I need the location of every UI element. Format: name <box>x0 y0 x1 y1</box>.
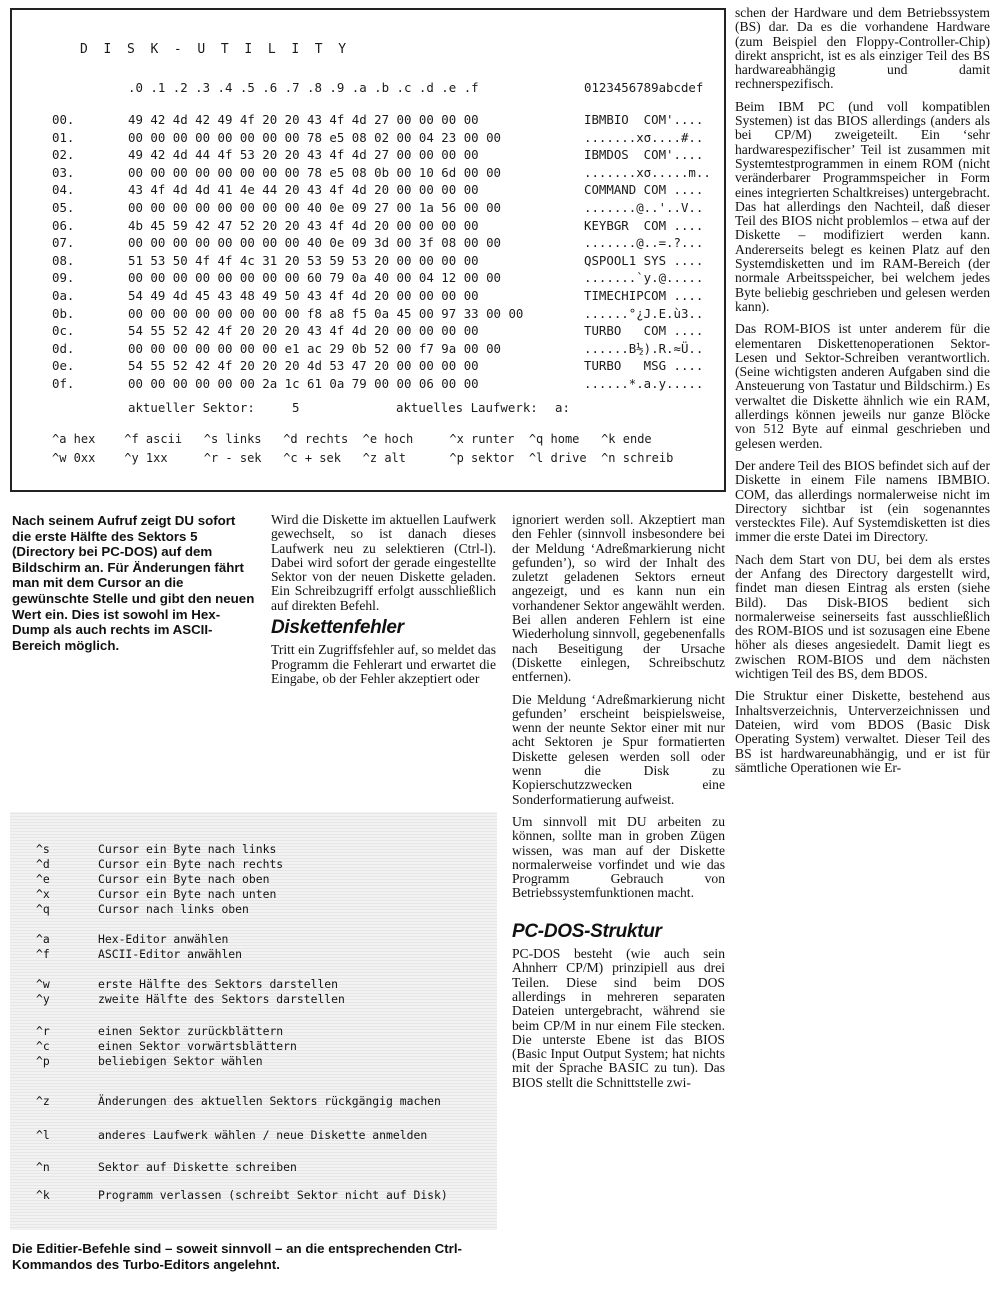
figure-caption-commands: Die Editier-Befehle sind – soweit sinnvoll – an die entsprechenden Ctrl-Kommandos des Turbo-Editors angelehnt. <box>12 1241 462 1272</box>
command-description: Cursor nach links oben <box>98 902 249 916</box>
dump-row-hex: 00 00 00 00 00 00 00 00 f8 a8 f5 0a 45 00 97 33 00 00 <box>128 305 524 321</box>
dump-row-addr: 08. <box>52 252 75 268</box>
hex-column-header: .0 .1 .2 .3 .4 .5 .6 .7 .8 .9 .a .b .c .d .e .f <box>128 80 479 95</box>
dump-row-ascii: .......@..=.?... <box>584 235 704 251</box>
dump-row-addr: 0d. <box>52 340 75 356</box>
dump-row-addr: 0a. <box>52 288 75 303</box>
paragraph: Das ROM-BIOS ist unter anderem für die elementaren Diskettenoperationen Sektor-Lesen und Sektor-Schreiben verantwortlich. (Seine wichtigsten anderen Aufgaben sind die Ansteuerung von Tastatur und Bildschirm.) Es verwaltet die Diskette ähnlich wie ein RAM, allerdings können jeweils nur ganze Blöcke von 512 Byte auf einmal geschrieben und gelesen werden. <box>735 321 990 451</box>
dump-row-ascii: COMMAND COM .... <box>584 182 704 198</box>
figure-caption-screen: Nach seinem Aufruf zeigt DU sofort die erste Hälfte des Sektors 5 (Directory bei PC-DOS) auf dem Bildschirm an. Für Änderungen fährt man mit dem Cursor an die gewünschte Stelle und gibt den neuen Wert ein. Dies ist sowohl im Hex-Dump als auch rechts im ASCII-Bereich möglich. <box>12 513 255 653</box>
dump-row-addr: 05. <box>52 200 75 215</box>
screen-title: D I S K - U T I L I T Y <box>80 42 347 57</box>
ascii-column-header: 0123456789abcdef <box>584 80 704 95</box>
dump-row-addr: 01. <box>52 129 75 145</box>
dump-row-ascii: ......B½).R.≈Ü.. <box>584 340 704 356</box>
disk-utility-screen <box>10 8 726 492</box>
paragraph: Die Meldung ‘Adreßmarkierung nicht gefunden’ erscheint beispielsweise, wenn der neunte Sektor einer mit nur acht Sektoren je Spur formatierten Diskette gelesen werden soll oder wenn die Disk zu Kopierschutzzwecken eine Sonderformatierung aufweist. <box>512 691 725 807</box>
command-description: einen Sektor zurückblättern <box>98 1024 284 1038</box>
paragraph: Beim IBM PC (und voll kompatiblen Systemen) ist das BIOS allerdings (anders als bei CP/M) zweigeteilt. Ein ‘sehr hardwarespezifischer’ Teil ist zusammen mit Systemtestprogrammen in einem ROM (nicht veränderbarer Programmspeicher in Form eines integrierten Schaltkreises) untergebracht. Das hat allerdings den Nachteil, daß dieser Teil des BIOS nicht problemlos – etwa auf der Diskette – modifiziert werden kann. Andererseits belegt es keinen Platz auf den Systemdisketten und im RAM-Bereich (der normale Arbeitsspeicher, bei welchem jedes Byte beliebig geschrieben und gelesen werden kann). <box>735 98 990 314</box>
paragraph: PC-DOS besteht (wie auch sein Ahnherr CP/M) prinzipiell aus drei Teilen. Diese sind beim DOS allerdings in mehreren separaten Dateien untergebracht, während sie beim CP/M in nur einem File stecken. Die unterste Ebene ist das BIOS (Basic Input Output System; hat nichts mit der Sprache BASIC zu tun). Das BIOS stellt die Schnittstelle zwi- <box>512 946 725 1090</box>
command-key: ^w <box>36 977 50 991</box>
dump-row-ascii: TURBO COM .... <box>584 323 704 339</box>
paragraph: Die Struktur einer Diskette, bestehend aus Inhaltsverzeichnis, Unterverzeichnissen und Dateien, wird vom BDOS (Basic Disk Operating System) verwaltet. Dieser Teil des BS ist hardwareunabhängig, und er ist für sämtliche Operationen wie Er- <box>735 688 990 775</box>
command-key: ^n <box>36 1160 50 1174</box>
dump-row-addr: 04. <box>52 182 75 198</box>
article-column-3 <box>512 513 725 1098</box>
paragraph: ignoriert werden soll. Akzeptiert man den Fehler (sinnvoll insbesondere bei der Meldung ‘Adreßmarkierung nicht gefunden’), so wird der Inhalt des zuletzt geladenen Sektors erneut angezeigt, und es kann nun ein vorhandener Sektor angewählt werden. Bei allen anderen Fehlern ist eine Wiederholung sinnvoll, gegebenenfalls nach Beseitigung der Ursache (Diskette einlegen, Schreibschutz entfernen). <box>512 512 725 685</box>
current-sector-label: aktueller Sektor: <box>128 400 255 415</box>
key-help-line-2: ^w 0xx ^y 1xx ^r - sek ^c + sek ^z alt ^p sektor ^l drive ^n schreib <box>52 451 674 465</box>
dump-row-addr: 06. <box>52 217 75 233</box>
dump-row-ascii: .......xσ.....m.. <box>584 164 711 180</box>
dump-row-hex: 54 55 52 42 4f 20 20 20 43 4f 4d 20 00 00 00 00 <box>128 323 479 339</box>
dump-row-ascii: ......°¿J.E.ù3.. <box>584 305 704 321</box>
dump-row-ascii: TURBO MSG .... <box>584 358 704 374</box>
command-description: beliebigen Sektor wählen <box>98 1054 263 1068</box>
dump-row-ascii: IBMDOS COM'.... <box>584 147 704 163</box>
article-column-2 <box>271 513 496 694</box>
command-description: Programm verlassen (schreibt Sektor nicht auf Disk) <box>98 1188 448 1202</box>
command-key: ^e <box>36 872 50 886</box>
command-description: Sektor auf Diskette schreiben <box>98 1160 297 1174</box>
current-sector-value: 5 <box>292 400 300 415</box>
command-description: einen Sektor vorwärtsblättern <box>98 1039 297 1053</box>
command-description: Cursor ein Byte nach unten <box>98 887 277 901</box>
paragraph: Der andere Teil des BIOS befindet sich auf der Diskette in einem File namens IBMBIO. COM, das allerdings normalerweise nicht im Directory sichtbar ist (ein sogenanntes verstecktes File). Auf Systemdisketten ist dies immer die erste Datei im Directory. <box>735 457 990 545</box>
command-key: ^r <box>36 1024 50 1038</box>
command-description: zweite Hälfte des Sektors darstellen <box>98 992 345 1006</box>
command-key: ^d <box>36 857 50 871</box>
dump-row-hex: 4b 45 59 42 47 52 20 20 43 4f 4d 20 00 00 00 00 <box>128 217 479 233</box>
dump-row-ascii: IBMBIO COM'.... <box>584 112 704 127</box>
command-key: ^x <box>36 887 50 901</box>
command-key: ^s <box>36 842 50 856</box>
command-description: erste Hälfte des Sektors darstellen <box>98 977 339 991</box>
dump-row-hex: 00 00 00 00 00 00 00 00 78 e5 08 02 00 04 23 00 00 <box>128 129 501 145</box>
dump-row-addr: 0e. <box>52 358 75 374</box>
paragraph: Wird die Diskette im aktuellen Laufwerk gewechselt, so ist danach dieses Laufwerk neu zu selektieren (Ctrl-l). Dabei wird sofort der gerade eingestellte Sektor von der neuen Diskette geladen. Ein Schreibzugriff erfolgt ausschließlich auf direkten Befehl. <box>271 512 496 613</box>
current-drive-label: aktuelles Laufwerk: <box>396 400 538 415</box>
dump-row-hex: 54 49 4d 45 43 48 49 50 43 4f 4d 20 00 00 00 00 <box>128 288 479 303</box>
section-heading-pc-dos-struktur: PC-DOS-Struktur <box>512 920 662 942</box>
command-key: ^a <box>36 932 50 946</box>
dump-row-hex: 00 00 00 00 00 00 00 00 40 0e 09 3d 00 3f 08 00 00 <box>128 235 501 251</box>
dump-row-hex: 49 42 4d 42 49 4f 20 20 43 4f 4d 27 00 00 00 00 <box>128 112 479 127</box>
command-description: Cursor ein Byte nach rechts <box>98 857 284 871</box>
command-description: Cursor ein Byte nach links <box>98 842 277 856</box>
dump-row-hex: 00 00 00 00 00 00 00 e1 ac 29 0b 52 00 f7 9a 00 00 <box>128 340 501 356</box>
command-key: ^k <box>36 1188 50 1202</box>
paragraph: Tritt ein Zugriffsfehler auf, so meldet das Programm die Fehlerart und erwartet die Eingabe, ob der Fehler akzeptiert oder <box>271 642 496 686</box>
command-key: ^p <box>36 1054 50 1068</box>
section-heading-diskettenfehler: Diskettenfehler <box>271 617 404 639</box>
dump-row-addr: 03. <box>52 164 75 180</box>
dump-row-ascii: .......`y.@..... <box>584 270 704 286</box>
dump-row-hex: 00 00 00 00 00 00 00 00 78 e5 08 0b 00 10 6d 00 00 <box>128 164 501 180</box>
paragraph: Nach dem Start von DU, bei dem als erstes der Anfang des Directory dargestellt wird, findet man diesen Eintrag als ersten (siehe Bild). Das Disk-BIOS bedient sich normalerweise seinerseits fast ausschließlich des ROM-BIOS und ist sozusagen eine Ebene höher als dieses angesiedelt. Damit liegt es zwischen ROM-BIOS und dem nächsten wichtigen Teil des BS, dem BDOS. <box>735 551 990 682</box>
command-listing <box>10 812 497 1230</box>
dump-row-hex: 00 00 00 00 00 00 00 00 60 79 0a 40 00 04 12 00 00 <box>128 270 501 286</box>
dump-row-hex: 00 00 00 00 00 00 00 00 40 0e 09 27 00 1a 56 00 00 <box>128 200 501 215</box>
dump-row-ascii: .......@..'..V.. <box>584 200 704 215</box>
dump-row-ascii: QSPOOL1 SYS .... <box>584 252 704 268</box>
command-key: ^l <box>36 1128 50 1142</box>
dump-row-ascii: TIMECHIPCOM .... <box>584 288 704 303</box>
command-description: ASCII-Editor anwählen <box>98 947 243 961</box>
command-description: Cursor ein Byte nach oben <box>98 872 270 886</box>
command-key: ^y <box>36 992 50 1006</box>
command-key: ^z <box>36 1094 50 1108</box>
command-key: ^q <box>36 902 50 916</box>
current-drive-value: a: <box>555 400 570 415</box>
dump-row-addr: 02. <box>52 147 75 163</box>
dump-row-hex: 49 42 4d 44 4f 53 20 20 43 4f 4d 27 00 00 00 00 <box>128 147 479 163</box>
dump-row-ascii: ......*.a.y..... <box>584 376 704 391</box>
command-key: ^c <box>36 1039 50 1053</box>
dump-row-hex: 00 00 00 00 00 00 2a 1c 61 0a 79 00 00 06 00 00 <box>128 376 479 391</box>
dump-row-hex: 54 55 52 42 4f 20 20 20 4d 53 47 20 00 00 00 00 <box>128 358 479 374</box>
dump-row-addr: 0f. <box>52 376 75 391</box>
dump-row-addr: 0c. <box>52 323 75 339</box>
dump-row-addr: 00. <box>52 112 75 127</box>
command-description: Hex-Editor anwählen <box>98 932 229 946</box>
command-key: ^f <box>36 947 50 961</box>
dump-row-ascii: .......xσ....#.. <box>584 129 704 145</box>
dump-row-addr: 09. <box>52 270 75 286</box>
dump-row-addr: 0b. <box>52 305 75 321</box>
dump-row-hex: 43 4f 4d 4d 41 4e 44 20 43 4f 4d 20 00 00 00 00 <box>128 182 479 198</box>
article-column-4 <box>735 6 990 783</box>
key-help-line-1: ^a hex ^f ascii ^s links ^d rechts ^e hoch ^x runter ^q home ^k ende <box>52 432 652 446</box>
dump-row-ascii: KEYBGR COM .... <box>584 217 704 233</box>
dump-row-hex: 51 53 50 4f 4f 4c 31 20 53 59 53 20 00 00 00 00 <box>128 252 479 268</box>
command-description: Änderungen des aktuellen Sektors rückgängig machen <box>98 1094 441 1108</box>
dump-row-addr: 07. <box>52 235 75 251</box>
command-description: anderes Laufwerk wählen / neue Diskette anmelden <box>98 1128 428 1142</box>
paragraph: schen der Hardware und dem Betriebssystem (BS) dar. Da es die vorhandene Hardware (zum Beispiel den Floppy-Controller-Chip) direkt anspricht, ist es als einziger Teil des BS hardwareabhängig und damit rechnerspezifisch. <box>735 5 990 92</box>
paragraph: Um sinnvoll mit DU arbeiten zu können, sollte man in groben Zügen wissen, was man auf der Diskette normalerweise vorfindet und wie das Programm Gebrauch von Betriebssystemfunktionen macht. <box>512 813 725 901</box>
